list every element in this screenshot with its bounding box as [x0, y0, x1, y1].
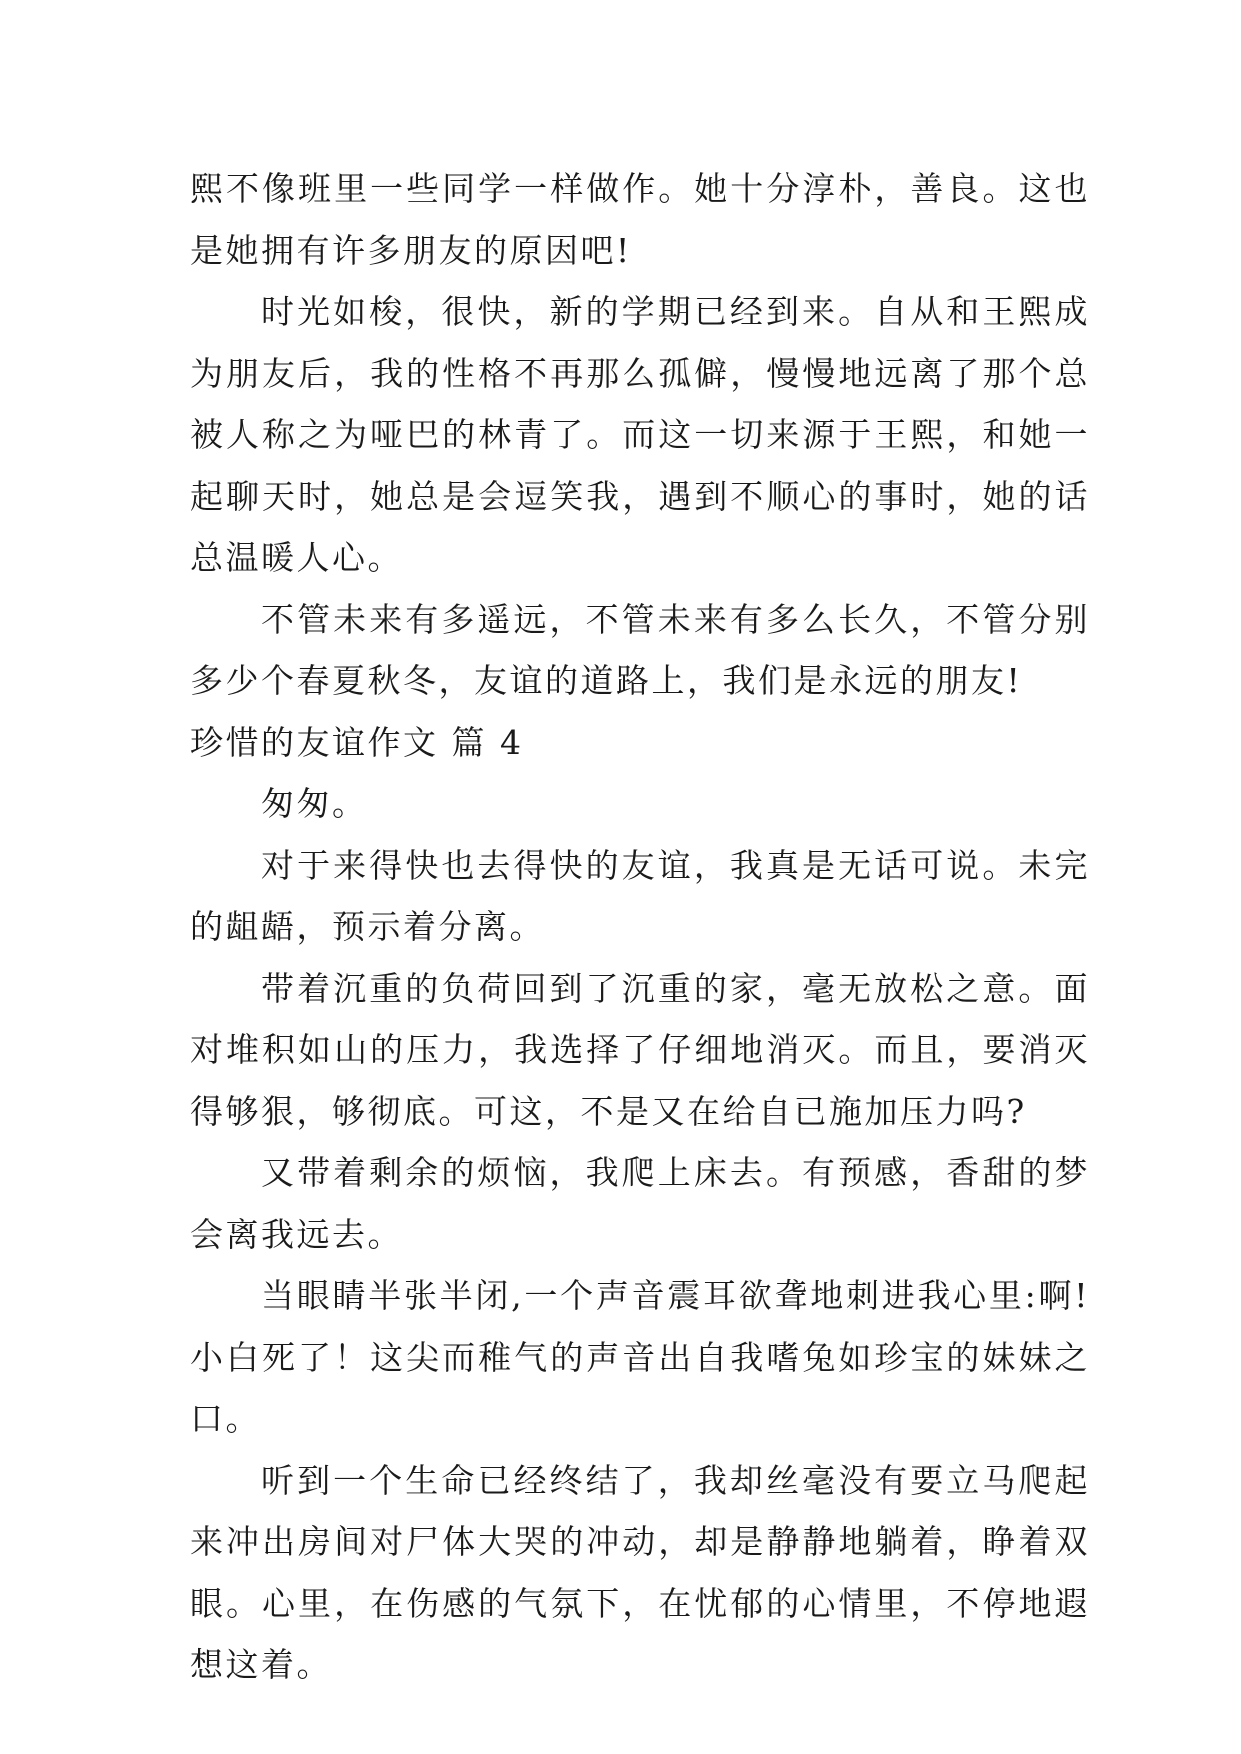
document-body: [190, 158, 1090, 1696]
section-paragraph-2: 对于来得快也去得快的友谊，我真是无话可说。未完的龃龉，预示着分离。: [190, 845, 1090, 946]
section-paragraph-5: 当眼睛半张半闭,一个声音震耳欲聋地刺进我心里:啊!小白死了！这尖而稚气的声音出自我嗜兔如珍宝的妹妹之口。: [190, 1276, 1090, 1438]
section-heading: 珍惜的友谊作文 篇 4: [190, 722, 524, 762]
section-paragraph-4: 又带着剩余的烦恼，我爬上床去。有预感，香甜的梦会离我远去。: [190, 1153, 1090, 1254]
section-paragraph-6: 听到一个生命已经终结了，我却丝毫没有要立马爬起来冲出房间对尸体大哭的冲动，却是静静地躺着，睁着双眼。心里，在伤感的气氛下，在忧郁的心情里，不停地遐想这着。: [190, 1460, 1090, 1684]
section-paragraph-3: 带着沉重的负荷回到了沉重的家，毫无放松之意。面对堆积如山的压力，我选择了仔细地消灭。而且，要消灭得够狠，够彻底。可这，不是又在给自已施加压力吗?: [190, 968, 1090, 1131]
section-paragraph-1: 匆匆。: [261, 784, 368, 823]
paragraph-3: 不管未来有多遥远，不管未来有多么长久，不管分别多少个春夏秋冬，友谊的道路上，我们是永远的朋友!: [190, 599, 1090, 700]
paragraph-1: 熙不像班里一些同学一样做作。她十分淳朴，善良。这也是她拥有许多朋友的原因吧!: [190, 169, 1090, 270]
paragraph-2: 时光如梭，很快，新的学期已经到来。自从和王熙成为朋友后，我的性格不再那么孤僻，慢慢地远离了那个总被人称之为哑巴的林青了。而这一切来源于王熙，和她一起聊天时，她总是会逗笑我，遇到不顺心的事时，她的话总温暖人心。: [190, 292, 1090, 577]
